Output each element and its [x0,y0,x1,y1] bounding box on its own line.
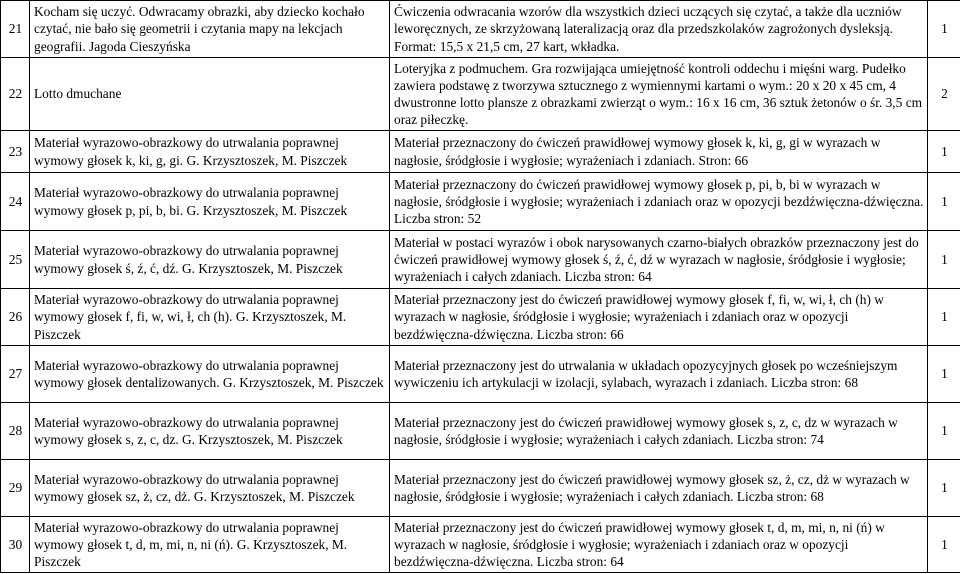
item-title: Materiał wyrazowo-obrazkowy do utrwalania poprawnej wymowy głosek ś, ź, ć, dź. G. Krzysztoszek, M. Piszczek [30,231,390,289]
row-number: 27 [1,346,30,403]
item-description: Materiał przeznaczony jest do ćwiczeń prawidłowej wymowy głosek sz, ż, cz, dż w wyrazach w nagłosie, śródgłosie i wygłosie; wyrażeniach i całych zdaniach. Liczba stron: 68 [390,460,928,517]
table-row [1,346,960,403]
item-title: Materiał wyrazowo-obrazkowy do utrwalania poprawnej wymowy głosek dentalizowanych. G. Krzysztoszek, M. Piszczek [30,346,390,403]
item-title: Lotto dmuchane [30,58,390,131]
item-description: Materiał przeznaczony do ćwiczeń prawidłowej wymowy głosek p, pi, b, bi w wyrazach w nagłosie, śródgłosie i wygłosie; wyrażeniach i zdaniach oraz w opozycji bezdźwięczna-dźwięczna. Liczba stron: 52 [390,173,928,231]
item-quantity: 1 [928,173,960,231]
table-row [1,289,960,346]
item-title: Materiał wyrazowo-obrazkowy do utrwalania poprawnej wymowy głosek s, z, c, dz. G. Krzysztoszek, M. Piszczek [30,403,390,460]
item-description: Materiał przeznaczony jest do ćwiczeń prawidłowej wymowy głosek f, fi, w, wi, ł, ch (h) w wyrazach w nagłosie, śródgłosie i wygłosie; wyrażeniach i zdaniach oraz w opozycji bezdźwięczna-dźwięczna. Liczba stron: 66 [390,289,928,346]
item-description: Materiał przeznaczony jest do utrwalania w układach opozycyjnych głosek po wcześniejszym wywiczeniu ich artykulacji w izolacji, sylabach, wyrazach i zdaniach. Liczba stron: 68 [390,346,928,403]
table-row [1,58,960,131]
item-title: Materiał wyrazowo-obrazkowy do utrwalania poprawnej wymowy głosek f, fi, w, wi, ł, ch (h). G. Krzysztoszek, M. Piszczek [30,289,390,346]
item-quantity: 2 [928,58,960,131]
item-title: Materiał wyrazowo-obrazkowy do utrwalania poprawnej wymowy głosek sz, ż, cz, dż. G. Krzysztoszek, M. Piszczek [30,460,390,517]
row-number: 26 [1,289,30,346]
item-description: Materiał w postaci wyrazów i obok narysowanych czarno-białych obrazków przeznaczony jest do ćwiczeń prawidłowej wymowy głosek ś, ź, ć, dź w wyrazach w nagłosie, śródgłosie i wygłosie; wyrażeniach i całych zdaniach. Liczba stron: 64 [390,231,928,289]
row-number: 28 [1,403,30,460]
table-row [1,517,960,573]
row-number: 21 [1,1,30,58]
item-quantity: 1 [928,517,960,573]
item-quantity: 1 [928,131,960,173]
table-row [1,131,960,173]
item-description: Loteryjka z podmuchem. Gra rozwijająca umiejętność kontroli oddechu i mięśni warg. Pudełko zawiera podstawę z tworzywa sztucznego z wymiennymi kartami o wym.: 20 x 20 x 45 cm, 4 dwustronne lotto plansze z obrazkami zwierząt o wym.: 16 x 16 cm, 36 sztuk żetonów o śr. 3,5 cm oraz piłeczkę. [390,58,928,131]
row-number: 30 [1,517,30,573]
table-row [1,403,960,460]
row-number: 24 [1,173,30,231]
item-quantity: 1 [928,289,960,346]
table-row [1,1,960,58]
item-quantity: 1 [928,403,960,460]
item-description: Materiał przeznaczony jest do ćwiczeń prawidłowej wymowy głosek s, z, c, dz w wyrazach w nagłosie, śródgłosie i wygłosie; wyrażeniach i całych zdaniach. Liczba stron: 74 [390,403,928,460]
item-quantity: 1 [928,231,960,289]
item-title: Materiał wyrazowo-obrazkowy do utrwalania poprawnej wymowy głosek t, d, m, mi, n, ni (ń). G. Krzysztoszek, M. Piszczek [30,517,390,573]
item-title: Kocham się uczyć. Odwracamy obrazki, aby dziecko kochało czytać, nie bało się geometrii i czytania mapy na lekcjach geografii. Jagoda Cieszyńska [30,1,390,58]
row-number: 23 [1,131,30,173]
item-description: Materiał przeznaczony do ćwiczeń prawidłowej wymowy głosek k, ki, g, gi w wyrazach w nagłosie, śródgłosie i wygłosie; wyrażeniach i zdaniach. Stron: 66 [390,131,928,173]
row-number: 29 [1,460,30,517]
row-number: 22 [1,58,30,131]
item-quantity: 1 [928,1,960,58]
table-row [1,460,960,517]
item-description: Ćwiczenia odwracania wzorów dla wszystkich dzieci uczących się czytać, a także dla uczniów leworęcznych, ze skrzyżowaną lateralizacją oraz dla przedszkolaków zagrożonych dysleksją. Format: 15,5 x 21,5 cm, 27 kart, wkładka. [390,1,928,58]
item-title: Materiał wyrazowo-obrazkowy do utrwalania poprawnej wymowy głosek p, pi, b, bi. G. Krzysztoszek, M. Piszczek [30,173,390,231]
item-description: Materiał przeznaczony jest do ćwiczeń prawidłowej wymowy głosek t, d, m, mi, n, ni (ń) w wyrazach w nagłosie, śródgłosie i wygłosie; wyrażeniach i zdaniach oraz w opozycji bezdźwięczna-dźwięczna. Liczba stron: 64 [390,517,928,573]
item-quantity: 1 [928,460,960,517]
item-title: Materiał wyrazowo-obrazkowy do utrwalania poprawnej wymowy głosek k, ki, g, gi. G. Krzysztoszek, M. Piszczek [30,131,390,173]
table-row [1,231,960,289]
item-quantity: 1 [928,346,960,403]
row-number: 25 [1,231,30,289]
table-row [1,173,960,231]
